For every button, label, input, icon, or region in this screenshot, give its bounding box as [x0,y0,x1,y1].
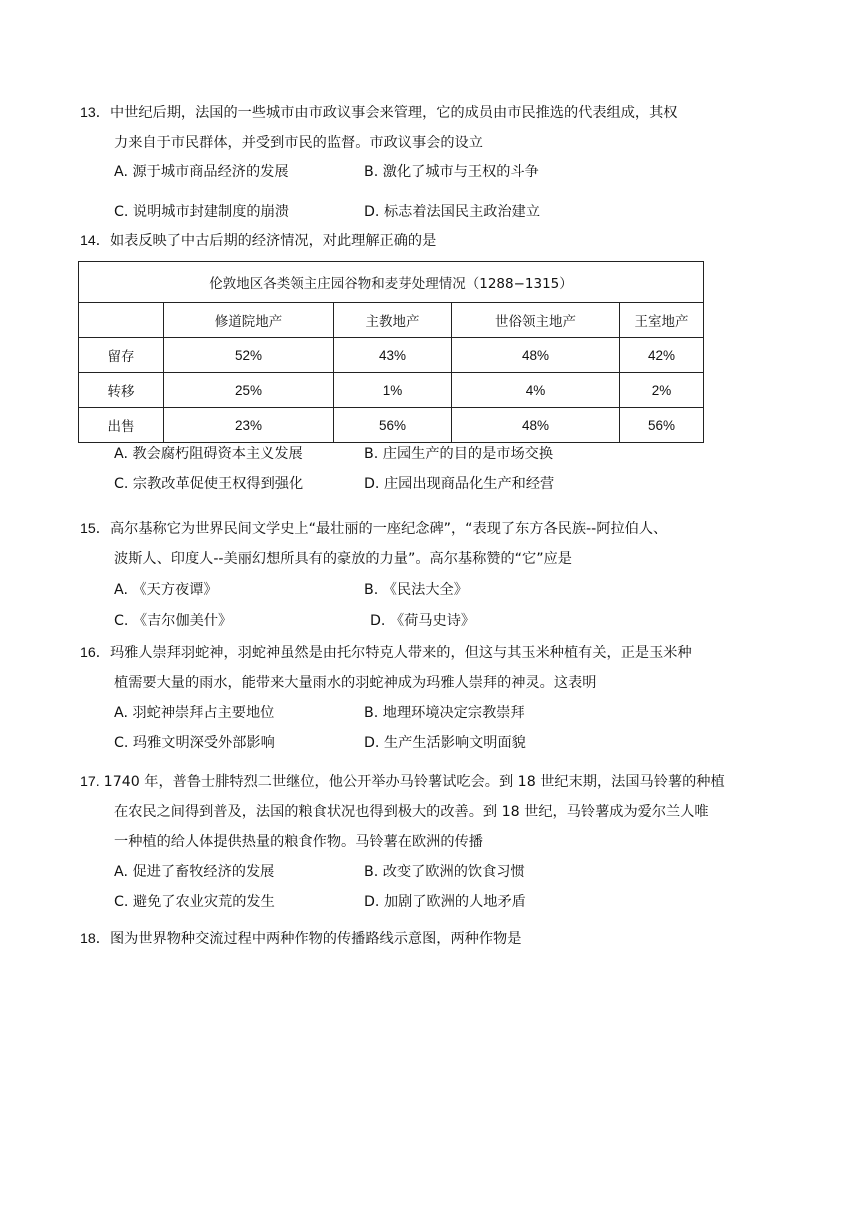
question-18-line-1 [80,929,521,949]
table-cell: 56% [334,408,452,443]
table-header-monastery: 修道院地产 [164,303,334,338]
question-16-option-d[interactable]: D. 生产生活影响文明面貌 [364,735,526,751]
question-17-option-a[interactable]: A. 促进了畜牧经济的发展 [114,864,275,880]
question-14-option-a[interactable]: A. 教会腐朽阻碍资本主义发展 [114,446,303,462]
table-row-label: 出售 [79,408,164,443]
question-16-option-b[interactable]: B. 地理环境决定宗教崇拜 [364,705,525,721]
question-16-number: 16． [80,645,110,661]
question-17-line-2: 在农民之间得到普及，法国的粮食状况也得到极大的改善。到 18 世纪，马铃薯成为爱尔兰人唯 [114,804,709,820]
table-row [79,338,704,373]
table-cell: 42% [620,338,704,373]
question-18-text: 图为世界物种交流过程中两种作物的传播路线示意图，两种作物是 [109,931,522,947]
question-14-option-d[interactable]: D. 庄园出现商品化生产和经营 [364,476,555,492]
data-table [78,261,704,443]
question-14-number: 14． [80,233,110,249]
table-header-secular: 世俗领主地产 [452,303,620,338]
table-cell: 23% [164,408,334,443]
table-cell: 2% [620,373,704,408]
table-cell: 48% [452,338,620,373]
table-cell: 1% [334,373,452,408]
question-16-option-a[interactable]: A. 羽蛇神崇拜占主要地位 [114,705,275,721]
question-13-option-b[interactable]: B. 激化了城市与王权的斗争 [364,164,539,180]
question-17-number: 17. [80,774,104,790]
question-15-line-1 [80,519,667,539]
question-15-text: 高尔基称它为世界民间文学史上“最壮丽的一座纪念碑”，“表现了东方各民族--阿拉伯人、 [109,521,668,537]
table-header-corner [79,303,164,338]
question-13-line-1 [80,103,677,123]
table-header-royal: 王室地产 [620,303,704,338]
question-17-line-1 [80,772,725,792]
question-15-number: 15． [80,521,110,537]
table-row [79,373,704,408]
question-17-option-d[interactable]: D. 加剧了欧洲的人地矛盾 [364,894,526,910]
question-14-text: 如表反映了中古后期的经济情况，对此理解正确的是 [109,233,437,249]
table-cell: 4% [452,373,620,408]
question-17-option-b[interactable]: B. 改变了欧洲的饮食习惯 [364,864,525,880]
question-15-option-d[interactable]: D. 《荷马史诗》 [370,613,476,629]
question-16-line-2: 植需要大量的雨水，能带来大量雨水的羽蛇神成为玛雅人崇拜的神灵。这表明 [114,675,597,691]
question-17-text: 1740 年，普鲁士腓特烈二世继位，他公开举办马铃薯试吃会。到 18 世纪末期，法国马铃薯的种植 [103,774,725,790]
question-13-option-d[interactable]: D. 标志着法国民主政治建立 [364,204,541,220]
question-14-option-b[interactable]: B. 庄园生产的目的是市场交换 [364,446,554,462]
table-cell: 43% [334,338,452,373]
table-header-row [79,303,704,338]
table-cell: 48% [452,408,620,443]
table-cell: 25% [164,373,334,408]
question-14-option-c[interactable]: C. 宗教改革促使王权得到强化 [114,476,304,492]
question-17-option-c[interactable]: C. 避免了农业灾荒的发生 [114,894,275,910]
question-13-number: 13． [80,105,110,121]
table-header-bishop: 主教地产 [334,303,452,338]
question-13-option-c[interactable]: C. 说明城市封建制度的崩溃 [114,204,289,220]
table-row [79,408,704,443]
question-16-line-1 [80,643,692,663]
question-16-option-c[interactable]: C. 玛雅文明深受外部影响 [114,735,275,751]
table-row-label: 转移 [79,373,164,408]
question-17-line-3: 一种植的给人体提供热量的粮食作物。马铃薯在欧洲的传播 [114,834,483,850]
table-cell: 56% [620,408,704,443]
question-13-text: 中世纪后期，法国的一些城市由市政议事会来管理，它的成员由市民推选的代表组成，其权 [109,105,678,121]
question-13-option-a[interactable]: A. 源于城市商品经济的发展 [114,164,289,180]
question-15-option-b[interactable]: B. 《民法大全》 [364,582,468,598]
table-cell: 52% [164,338,334,373]
question-15-option-c[interactable]: C. 《吉尔伽美什》 [114,613,233,629]
question-16-text: 玛雅人崇拜羽蛇神，羽蛇神虽然是由托尔特克人带来的，但这与其玉米种植有关，正是玉米种 [109,645,692,661]
question-13-line-2: 力来自于市民群体，并受到市民的监督。市政议事会的设立 [114,135,483,151]
question-14-line-1 [80,231,436,251]
table-caption: 伦敦地区各类领主庄园谷物和麦芽处理情况（1288−1315） [79,262,704,303]
table-row-label: 留存 [79,338,164,373]
question-15-line-2: 波斯人、印度人--美丽幻想所具有的豪放的力量”。高尔基称赞的“它”应是 [114,551,572,567]
question-18-number: 18． [80,931,110,947]
question-15-option-a[interactable]: A. 《天方夜谭》 [114,582,218,598]
